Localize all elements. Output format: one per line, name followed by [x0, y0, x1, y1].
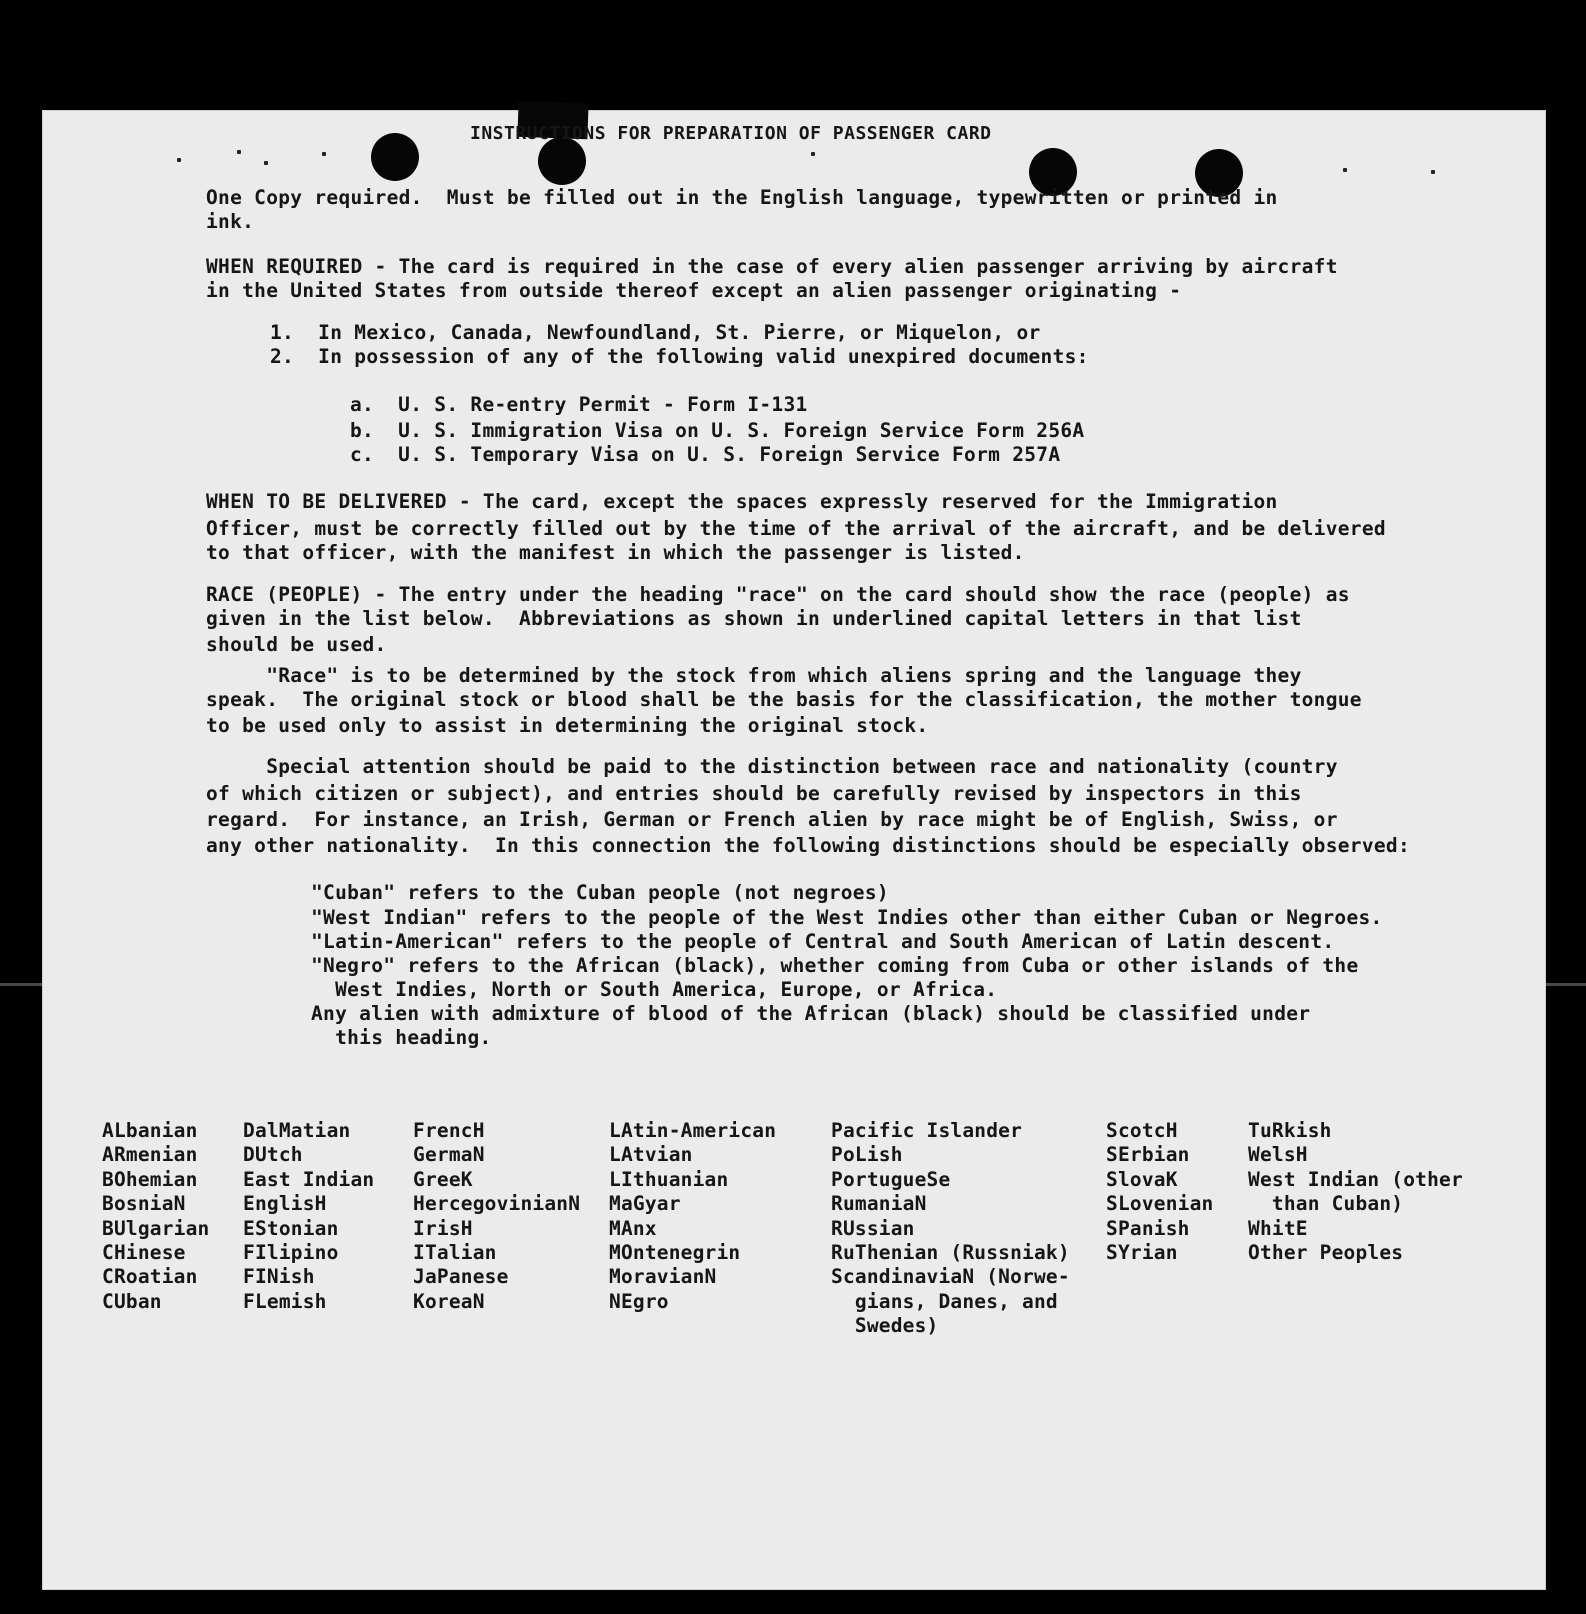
people-entry: GreeK [413, 1167, 473, 1191]
peoples-column [102, 1119, 209, 1314]
people-entry: PoLish [831, 1143, 903, 1167]
distinction-item: this heading. [311, 1026, 492, 1049]
intro-line: One Copy required. Must be filled out in the English language, typewritten or printed in [206, 186, 1278, 209]
punch-hole [538, 137, 586, 185]
people-entry: BOhemian [102, 1167, 198, 1191]
peoples-column [1106, 1119, 1213, 1265]
people-entry: DUtch [243, 1143, 303, 1167]
distinction-paragraph-line: regard. For instance, an Irish, German or French alien by race might be of English, Swiss, or [206, 808, 1338, 831]
people-entry: MaGyar [609, 1192, 681, 1216]
race-line: given in the list below. Abbreviations as shown in underlined capital letters in that list [206, 607, 1302, 630]
people-entry: FIlipino [243, 1241, 339, 1265]
people-entry: MoravianN [609, 1265, 717, 1289]
people-entry: BUlgarian [102, 1216, 210, 1240]
people-entry: RumaniaN [831, 1192, 927, 1216]
people-entry: IrisH [413, 1216, 473, 1240]
document-title: INSTRUCTIONS FOR PREPARATION OF PASSENGER CARD [470, 123, 992, 144]
distinction-paragraph-line: of which citizen or subject), and entries should be carefully revised by inspectors in this [206, 782, 1302, 805]
distinction-paragraph-line: any other nationality. In this connection the following distinctions should be especially observed: [206, 834, 1410, 857]
speck [264, 161, 268, 165]
people-entry: EnglisH [243, 1192, 327, 1216]
people-entry: NEgro [609, 1289, 669, 1313]
people-entry: MOntenegrin [609, 1241, 741, 1265]
people-entry: gians, Danes, and [831, 1289, 1058, 1313]
people-entry: ITalian [413, 1241, 497, 1265]
distinction-paragraph-line: Special attention should be paid to the distinction between race and nationality (country [206, 755, 1338, 778]
distinction-item: "Negro" refers to the African (black), whether coming from Cuba or other islands of the [311, 954, 1359, 977]
people-entry: MAnx [609, 1216, 657, 1240]
people-entry: JaPanese [413, 1265, 509, 1289]
speck [1431, 170, 1435, 174]
people-entry: than Cuban) [1248, 1192, 1404, 1216]
document-item: a. U. S. Re-entry Permit - Form I-131 [350, 393, 808, 416]
people-entry: FINish [243, 1265, 315, 1289]
distinction-item: West Indies, North or South America, Europe, or Africa. [311, 978, 998, 1001]
people-entry: LIthuanian [609, 1167, 729, 1191]
race-line: should be used. [206, 633, 387, 656]
people-entry: HercegovinianN [413, 1192, 581, 1216]
people-entry: East Indian [243, 1167, 375, 1191]
people-entry: SPanish [1106, 1216, 1190, 1240]
peoples-column [1248, 1119, 1463, 1265]
speck [237, 150, 241, 154]
race-paragraph-line: to be used only to assist in determining the original stock. [206, 714, 929, 737]
peoples-column [831, 1119, 1070, 1339]
numbered-item: 2. In possession of any of the following valid unexpired documents: [270, 345, 1089, 368]
people-entry: ScotcH [1106, 1119, 1178, 1142]
people-entry: Pacific Islander [831, 1119, 1023, 1142]
distinction-item: "Cuban" refers to the Cuban people (not negroes) [311, 881, 889, 904]
race-paragraph-line: speak. The original stock or blood shall be the basis for the classification, the mother tongue [206, 688, 1362, 711]
people-entry: DalMatian [243, 1119, 351, 1142]
people-entry: SLovenian [1106, 1192, 1214, 1216]
when-required-line: in the United States from outside thereof except an alien passenger originating - [206, 279, 1182, 302]
people-entry: WhitE [1248, 1216, 1308, 1240]
people-entry: LAtvian [609, 1143, 693, 1167]
when-delivered-line: WHEN TO BE DELIVERED - The card, except the spaces expressly reserved for the Immigration [206, 490, 1278, 513]
people-entry: Swedes) [831, 1314, 939, 1338]
people-entry: Other Peoples [1248, 1241, 1404, 1265]
race-line: RACE (PEOPLE) - The entry under the heading "race" on the card should show the race (people) as [206, 583, 1350, 606]
distinction-item: Any alien with admixture of blood of the African (black) should be classified under [311, 1002, 1311, 1025]
peoples-column [609, 1119, 776, 1314]
distinction-item: "West Indian" refers to the people of the West Indies other than either Cuban or Negroes. [311, 906, 1383, 929]
people-entry: ScandinaviaN (Norwe- [831, 1265, 1070, 1289]
people-entry: GermaN [413, 1143, 485, 1167]
people-entry: CHinese [102, 1241, 186, 1265]
people-entry: CUban [102, 1289, 162, 1313]
peoples-column [243, 1119, 374, 1314]
people-entry: CRoatian [102, 1265, 198, 1289]
people-entry: FLemish [243, 1289, 327, 1313]
people-entry: SlovaK [1106, 1167, 1178, 1191]
when-delivered-line: Officer, must be correctly filled out by the time of the arrival of the aircraft, and be delivered [206, 517, 1386, 540]
people-entry: TuRkish [1248, 1119, 1332, 1142]
speck [811, 152, 815, 156]
people-entry: RUssian [831, 1216, 915, 1240]
document-item: b. U. S. Immigration Visa on U. S. Foreign Service Form 256A [350, 419, 1085, 442]
when-required-line: WHEN REQUIRED - The card is required in the case of every alien passenger arriving by aircraft [206, 255, 1338, 278]
people-entry: EStonian [243, 1216, 339, 1240]
people-entry: WelsH [1248, 1143, 1308, 1167]
punch-hole [371, 133, 419, 181]
people-entry: ARmenian [102, 1143, 198, 1167]
people-entry: SErbian [1106, 1143, 1190, 1167]
people-entry: SYrian [1106, 1241, 1178, 1265]
speck [177, 158, 181, 162]
people-entry: KoreaN [413, 1289, 485, 1313]
people-entry: PortugueSe [831, 1167, 951, 1191]
people-entry: LAtin-American [609, 1119, 777, 1142]
intro-line: ink. [206, 210, 255, 233]
peoples-column [413, 1119, 580, 1314]
when-delivered-line: to that officer, with the manifest in which the passenger is listed. [206, 541, 1025, 564]
speck [322, 152, 326, 156]
race-paragraph-line: "Race" is to be determined by the stock from which aliens spring and the language they [206, 664, 1302, 687]
people-entry: RuThenian (Russniak) [831, 1241, 1070, 1265]
people-entry: FrencH [413, 1119, 485, 1142]
people-entry: BosniaN [102, 1192, 186, 1216]
numbered-item: 1. In Mexico, Canada, Newfoundland, St. Pierre, or Miquelon, or [270, 321, 1041, 344]
people-entry: West Indian (other [1248, 1167, 1463, 1191]
speck [1343, 168, 1347, 172]
document-item: c. U. S. Temporary Visa on U. S. Foreign Service Form 257A [350, 443, 1061, 466]
people-entry: ALbanian [102, 1119, 198, 1142]
distinction-item: "Latin-American" refers to the people of Central and South American of Latin descent. [311, 930, 1335, 953]
